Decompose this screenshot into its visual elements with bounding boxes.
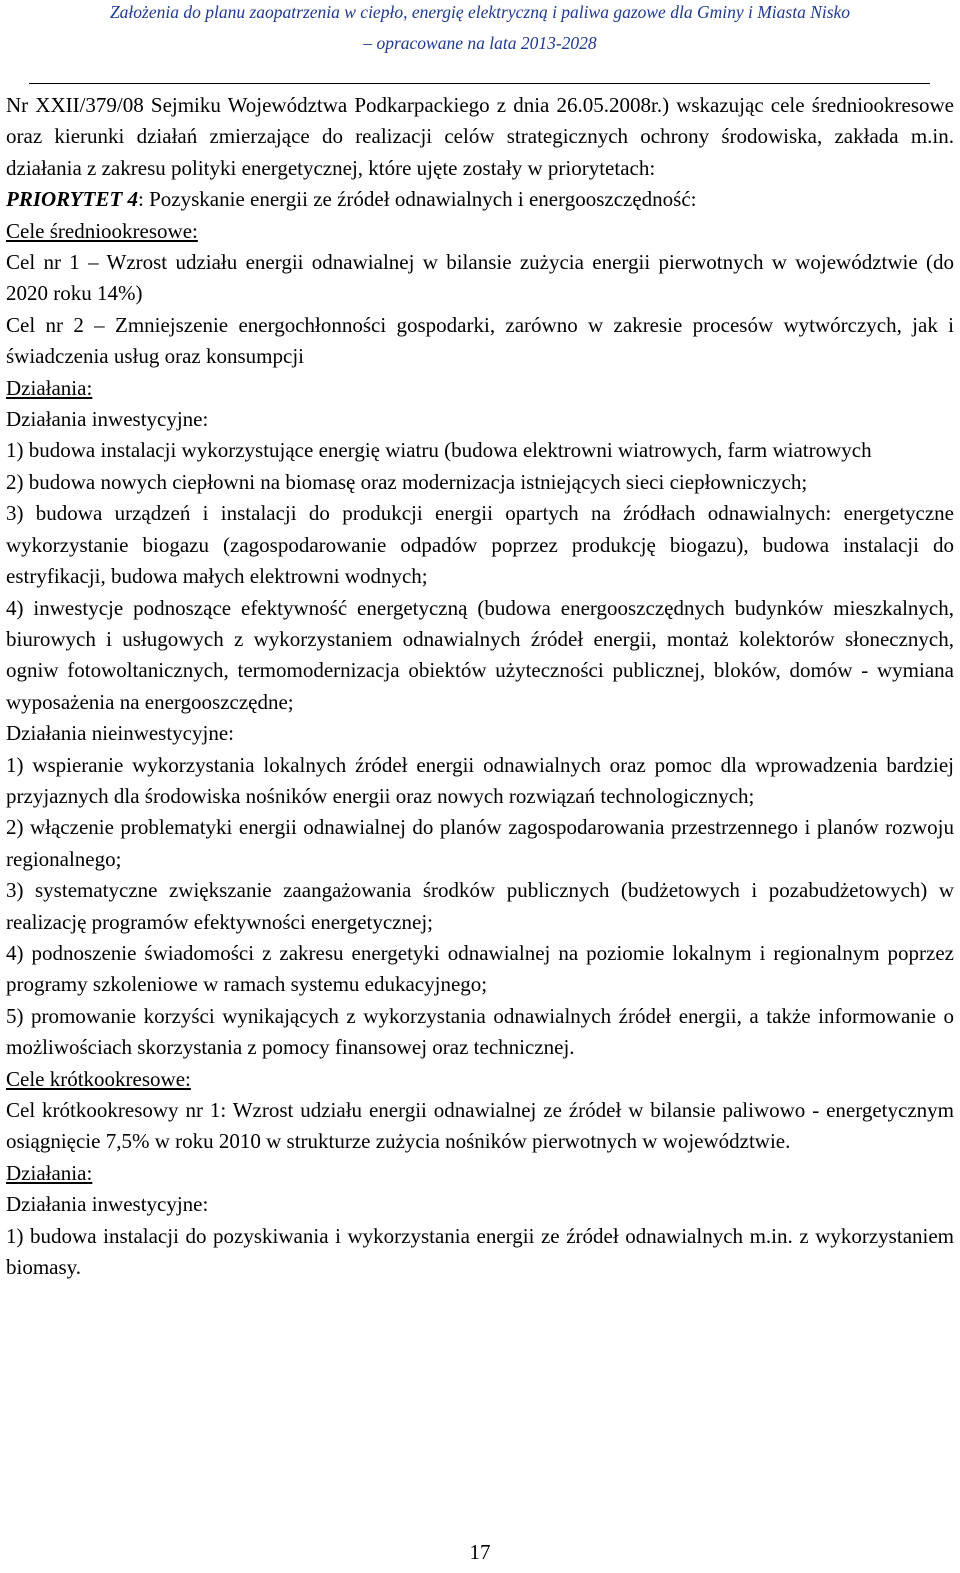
list-item: 4) inwestycje podnoszące efektywność energetyczną (budowa energooszczędnych budynków mieszkalnych, biurowych i usługowych z wykorzystaniem odnawialnych źródeł energii, montaż kolektorów słonecznych, ogniw fotowoltanicznych, termomodernizacja obiektów użyteczności publicznej, bloków, domów - wymiana wyposażenia na energooszczędne;	[6, 595, 954, 714]
list-item: 2) włączenie problematyki energii odnawialnej do planów zagospodarowania przestrzennego i planów rozwoju regionalnego;	[6, 815, 954, 871]
intro-paragraph: Nr XXII/379/08 Sejmiku Województwa Podkarpackiego z dnia 26.05.2008r.) wskazując cele średniookresowe oraz kierunki działań zmierzające do realizacji celów strategicznych ochrony środowiska, zakłada m.in. działania z zakresu polityki energetycznej, które ujęte zostały w priorytetach:	[6, 93, 954, 180]
list-item: 5) promowanie korzyści wynikających z wykorzystania odnawialnych źródeł energii, a także informowanie o możliwościach skorzystania z pomocy finansowej oraz technicznej.	[6, 1003, 954, 1060]
priority-text: : Pozyskanie energii ze źródeł odnawialnych i energooszczędność:	[138, 187, 697, 212]
list-item: 3) systematyczne zwiększanie zaangażowania środków publicznych (budżetowych i pozabudżetowych) w realizację programów efektywności energetycznej;	[6, 878, 954, 934]
header-subtitle: – opracowane na lata 2013-2028	[363, 33, 597, 53]
noninvest-actions-heading: Działania nieinwestycyjne:	[6, 721, 234, 746]
short-goals-heading: Cele krótkookresowe:	[6, 1066, 191, 1091]
page-number: 17	[469, 1540, 491, 1564]
short-goal-1: Cel krótkookresowy nr 1: Wzrost udziału energii odnawialnej ze źródeł w bilansie paliwowo - energetycznym osiągnięcie 7,5% w roku 2010 w strukturze zużycia nośników pierwotnych w województwie.	[6, 1098, 954, 1154]
actions-heading-2: Działania:	[6, 1160, 93, 1185]
list-item: 2) budowa nowych ciepłowni na biomasę oraz modernizacja istniejących sieci ciepłowniczych;	[6, 469, 808, 494]
header-title: Założenia do planu zaopatrzenia w ciepło, energię elektryczną i paliwa gazowe dla Gminy i Miasta Nisko	[109, 2, 851, 22]
list-item: 4) podnoszenie świadomości z zakresu energetyki odnawialnej na poziomie lokalnym i regionalnym poprzez programy szkoleniowe w ramach systemu edukacyjnego;	[6, 940, 954, 997]
running-header	[0, 0, 960, 59]
header-rule	[29, 83, 930, 84]
list-item: 1) wspieranie wykorzystania lokalnych źródeł energii odnawialnych oraz pomoc dla wprowadzenia bardziej przyjaznych dla środowiska nośników energii oraz nowych rozwiązań technologicznych;	[6, 752, 954, 808]
list-item: 1) budowa instalacji wykorzystujące energię wiatru (budowa elektrowni wiatrowych, farm wiatrowych	[6, 438, 872, 463]
mid-goal-2: Cel nr 2 – Zmniejszenie energochłonności gospodarki, zarówno w zakresie procesów wytwórczych, jak i świadczenia usług oraz konsumpcji	[6, 312, 954, 369]
invest-actions-heading: Działania inwestycyjne:	[6, 407, 209, 432]
priority-label: PRIORYTET 4	[6, 187, 139, 212]
list-item: 3) budowa urządzeń i instalacji do produkcji energii opartych na źródłach odnawialnych: energetyczne wykorzystanie biogazu (zagospodarowanie odpadów poprzez produkcję biogazu), budowa instalacji do estryfikacji, budowa małych elektrowni wodnych;	[6, 501, 954, 589]
mid-goals-heading: Cele średniookresowe:	[6, 218, 198, 243]
invest-actions-heading-2: Działania inwestycyjne:	[6, 1192, 209, 1217]
mid-goal-1: Cel nr 1 – Wzrost udziału energii odnawialnej w bilansie zużycia energii pierwotnych w województwie (do 2020 roku 14%)	[6, 250, 954, 306]
list-item: 1) budowa instalacji do pozyskiwania i wykorzystania energii ze źródeł odnawialnych m.in. z wykorzystaniem biomasy.	[6, 1223, 954, 1280]
priority-line	[6, 184, 954, 215]
document-body	[6, 90, 954, 1283]
actions-heading: Działania:	[6, 375, 93, 400]
